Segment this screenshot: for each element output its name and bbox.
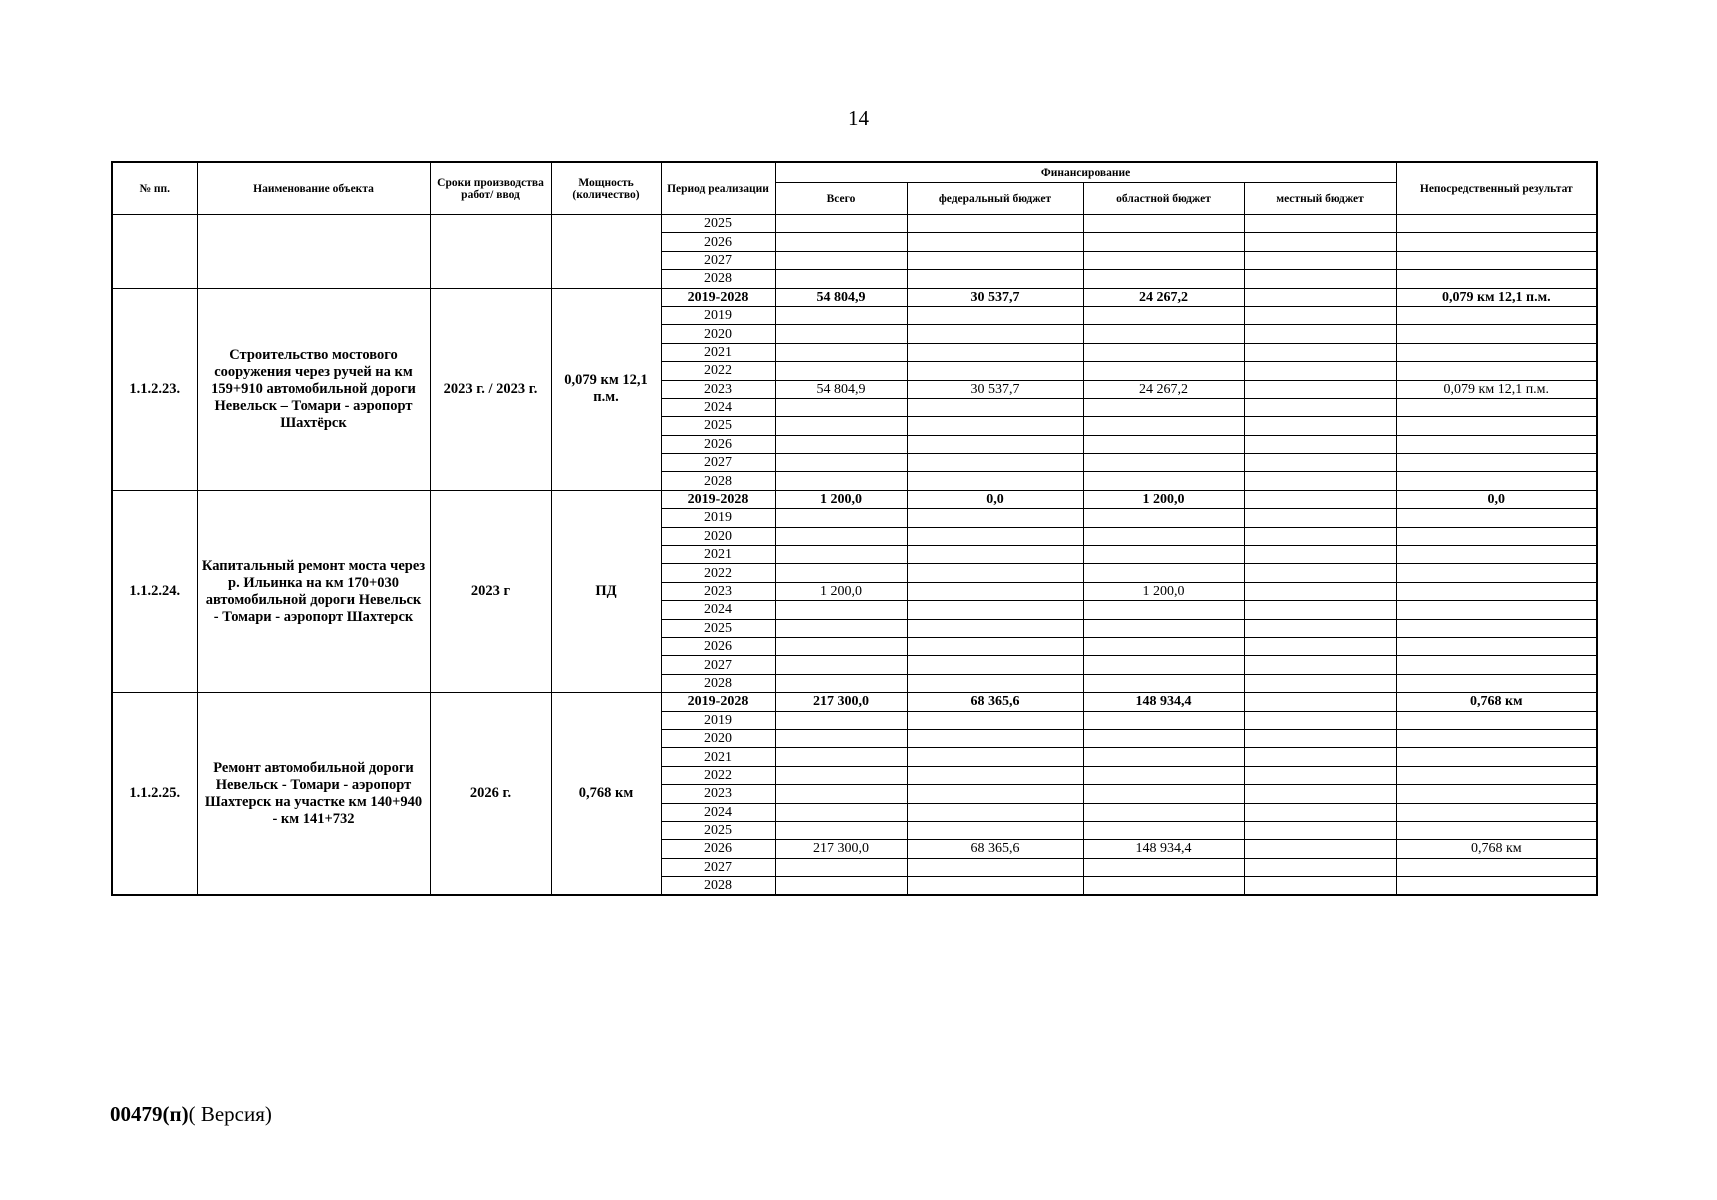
- result-cell: [1396, 582, 1597, 600]
- regional-cell: [1083, 454, 1244, 472]
- total-cell: [775, 858, 907, 876]
- regional-cell: [1083, 509, 1244, 527]
- local-cell: [1244, 582, 1396, 600]
- total-cell: [775, 803, 907, 821]
- total-cell: [775, 877, 907, 896]
- period-cell: 2022: [661, 564, 775, 582]
- result-cell: [1396, 637, 1597, 655]
- period-cell: 2026: [661, 435, 775, 453]
- regional-cell: [1083, 343, 1244, 361]
- local-cell: [1244, 343, 1396, 361]
- result-cell: [1396, 674, 1597, 692]
- federal-cell: [907, 546, 1083, 564]
- local-cell: [1244, 472, 1396, 490]
- total-cell: 217 300,0: [775, 693, 907, 711]
- local-cell: [1244, 288, 1396, 306]
- federal-cell: [907, 821, 1083, 839]
- federal-cell: [907, 785, 1083, 803]
- table-row: [112, 693, 1597, 711]
- total-cell: [775, 472, 907, 490]
- result-cell: [1396, 803, 1597, 821]
- object-terms-cell: 2023 г: [430, 490, 551, 692]
- result-cell: [1396, 601, 1597, 619]
- local-cell: [1244, 619, 1396, 637]
- local-cell: [1244, 766, 1396, 784]
- local-cell: [1244, 803, 1396, 821]
- period-cell: 2027: [661, 454, 775, 472]
- result-cell: [1396, 619, 1597, 637]
- period-cell: 2020: [661, 729, 775, 747]
- result-cell: [1396, 251, 1597, 269]
- regional-cell: [1083, 821, 1244, 839]
- result-cell: [1396, 472, 1597, 490]
- local-cell: [1244, 637, 1396, 655]
- federal-cell: [907, 472, 1083, 490]
- result-cell: [1396, 858, 1597, 876]
- header-terms: Сроки производства работ/ ввод: [430, 162, 551, 215]
- regional-cell: [1083, 674, 1244, 692]
- period-cell: 2019-2028: [661, 693, 775, 711]
- period-cell: 2027: [661, 251, 775, 269]
- result-cell: [1396, 306, 1597, 324]
- total-cell: [775, 729, 907, 747]
- object-terms-cell: 2023 г. / 2023 г.: [430, 288, 551, 490]
- total-cell: [775, 343, 907, 361]
- period-cell: 2026: [661, 840, 775, 858]
- period-cell: 2023: [661, 380, 775, 398]
- total-cell: [775, 362, 907, 380]
- result-cell: [1396, 215, 1597, 233]
- period-cell: 2020: [661, 527, 775, 545]
- result-cell: [1396, 527, 1597, 545]
- local-cell: [1244, 270, 1396, 288]
- header-financing: Финансирование: [775, 162, 1396, 183]
- local-cell: [1244, 325, 1396, 343]
- document-code: [110, 1102, 272, 1127]
- total-cell: [775, 766, 907, 784]
- local-cell: [1244, 821, 1396, 839]
- result-cell: [1396, 325, 1597, 343]
- regional-cell: [1083, 711, 1244, 729]
- regional-cell: [1083, 729, 1244, 747]
- federal-cell: [907, 270, 1083, 288]
- local-cell: [1244, 362, 1396, 380]
- regional-cell: 24 267,2: [1083, 380, 1244, 398]
- federal-cell: [907, 748, 1083, 766]
- total-cell: 217 300,0: [775, 840, 907, 858]
- federal-cell: 30 537,7: [907, 380, 1083, 398]
- federal-cell: [907, 656, 1083, 674]
- local-cell: [1244, 435, 1396, 453]
- table-header: [112, 162, 1597, 215]
- object-capacity-cell: 0,079 км 12,1 п.м.: [551, 288, 661, 490]
- federal-cell: 30 537,7: [907, 288, 1083, 306]
- result-cell: [1396, 362, 1597, 380]
- period-cell: 2023: [661, 785, 775, 803]
- federal-cell: [907, 325, 1083, 343]
- period-cell: 2025: [661, 215, 775, 233]
- header-local: местный бюджет: [1244, 183, 1396, 215]
- object-name-cell: Строительство мостового сооружения через ручей на км 159+910 автомобильной дороги Невельск – Томари - аэропорт Шахтёрск: [197, 288, 430, 490]
- local-cell: [1244, 674, 1396, 692]
- period-cell: 2019: [661, 306, 775, 324]
- result-cell: [1396, 509, 1597, 527]
- period-cell: 2019: [661, 509, 775, 527]
- result-cell: 0,0: [1396, 490, 1597, 508]
- federal-cell: [907, 306, 1083, 324]
- object-capacity-cell: [551, 215, 661, 289]
- local-cell: [1244, 564, 1396, 582]
- total-cell: [775, 546, 907, 564]
- result-cell: [1396, 877, 1597, 896]
- total-cell: [775, 233, 907, 251]
- result-cell: [1396, 435, 1597, 453]
- federal-cell: [907, 527, 1083, 545]
- result-cell: [1396, 564, 1597, 582]
- period-cell: 2019-2028: [661, 490, 775, 508]
- regional-cell: [1083, 233, 1244, 251]
- local-cell: [1244, 729, 1396, 747]
- federal-cell: [907, 766, 1083, 784]
- result-cell: [1396, 821, 1597, 839]
- local-cell: [1244, 840, 1396, 858]
- result-cell: [1396, 398, 1597, 416]
- period-cell: 2025: [661, 417, 775, 435]
- federal-cell: [907, 803, 1083, 821]
- header-name: Наименование объекта: [197, 162, 430, 215]
- period-cell: 2028: [661, 472, 775, 490]
- regional-cell: [1083, 251, 1244, 269]
- object-name-cell: Ремонт автомобильной дороги Невельск - Томари - аэропорт Шахтерск на участке км 140+940 - км 141+732: [197, 693, 430, 896]
- regional-cell: [1083, 306, 1244, 324]
- total-cell: [775, 306, 907, 324]
- local-cell: [1244, 398, 1396, 416]
- local-cell: [1244, 233, 1396, 251]
- total-cell: [775, 656, 907, 674]
- regional-cell: [1083, 435, 1244, 453]
- object-num-cell: 1.1.2.23.: [112, 288, 197, 490]
- page-number: 14: [848, 106, 869, 130]
- federal-cell: [907, 858, 1083, 876]
- header-num: № пп.: [112, 162, 197, 215]
- object-name-cell: Капитальный ремонт моста через р. Ильинка на км 170+030 автомобильной дороги Невельск - Томари - аэропорт Шахтерск: [197, 490, 430, 692]
- header-capacity: Мощность (количество): [551, 162, 661, 215]
- object-capacity-cell: ПД: [551, 490, 661, 692]
- result-cell: [1396, 343, 1597, 361]
- header-period: Период реализации: [661, 162, 775, 215]
- regional-cell: [1083, 417, 1244, 435]
- federal-cell: [907, 343, 1083, 361]
- period-cell: 2028: [661, 674, 775, 692]
- regional-cell: [1083, 877, 1244, 896]
- regional-cell: [1083, 637, 1244, 655]
- object-num-cell: [112, 215, 197, 289]
- period-cell: 2024: [661, 803, 775, 821]
- federal-cell: [907, 729, 1083, 747]
- regional-cell: 148 934,4: [1083, 840, 1244, 858]
- local-cell: [1244, 380, 1396, 398]
- local-cell: [1244, 454, 1396, 472]
- period-cell: 2022: [661, 362, 775, 380]
- local-cell: [1244, 656, 1396, 674]
- regional-cell: 1 200,0: [1083, 490, 1244, 508]
- federal-cell: [907, 509, 1083, 527]
- local-cell: [1244, 546, 1396, 564]
- federal-cell: 68 365,6: [907, 840, 1083, 858]
- period-cell: 2020: [661, 325, 775, 343]
- federal-cell: [907, 564, 1083, 582]
- total-cell: [775, 454, 907, 472]
- local-cell: [1244, 490, 1396, 508]
- regional-cell: [1083, 215, 1244, 233]
- period-cell: 2027: [661, 656, 775, 674]
- regional-cell: [1083, 803, 1244, 821]
- total-cell: [775, 564, 907, 582]
- total-cell: 54 804,9: [775, 380, 907, 398]
- period-cell: 2021: [661, 546, 775, 564]
- object-name-cell: [197, 215, 430, 289]
- period-cell: 2019: [661, 711, 775, 729]
- total-cell: [775, 325, 907, 343]
- result-cell: [1396, 766, 1597, 784]
- regional-cell: [1083, 362, 1244, 380]
- regional-cell: [1083, 325, 1244, 343]
- result-cell: [1396, 748, 1597, 766]
- federal-cell: 0,0: [907, 490, 1083, 508]
- federal-cell: [907, 619, 1083, 637]
- local-cell: [1244, 877, 1396, 896]
- result-cell: 0,079 км 12,1 п.м.: [1396, 288, 1597, 306]
- federal-cell: [907, 674, 1083, 692]
- local-cell: [1244, 711, 1396, 729]
- regional-cell: [1083, 564, 1244, 582]
- result-cell: [1396, 233, 1597, 251]
- local-cell: [1244, 251, 1396, 269]
- local-cell: [1244, 215, 1396, 233]
- regional-cell: [1083, 766, 1244, 784]
- total-cell: [775, 785, 907, 803]
- period-cell: 2027: [661, 858, 775, 876]
- object-terms-cell: 2026 г.: [430, 693, 551, 896]
- table-body: [112, 215, 1597, 896]
- result-cell: [1396, 711, 1597, 729]
- federal-cell: [907, 398, 1083, 416]
- regional-cell: [1083, 527, 1244, 545]
- regional-cell: [1083, 546, 1244, 564]
- total-cell: 1 200,0: [775, 582, 907, 600]
- period-cell: 2021: [661, 748, 775, 766]
- local-cell: [1244, 527, 1396, 545]
- regional-cell: [1083, 858, 1244, 876]
- local-cell: [1244, 693, 1396, 711]
- result-cell: [1396, 785, 1597, 803]
- period-cell: 2019-2028: [661, 288, 775, 306]
- local-cell: [1244, 601, 1396, 619]
- total-cell: [775, 251, 907, 269]
- object-capacity-cell: 0,768 км: [551, 693, 661, 896]
- result-cell: 0,768 км: [1396, 840, 1597, 858]
- total-cell: [775, 270, 907, 288]
- result-cell: [1396, 729, 1597, 747]
- regional-cell: [1083, 601, 1244, 619]
- federal-cell: [907, 637, 1083, 655]
- local-cell: [1244, 785, 1396, 803]
- regional-cell: [1083, 748, 1244, 766]
- regional-cell: [1083, 619, 1244, 637]
- result-cell: 0,079 км 12,1 п.м.: [1396, 380, 1597, 398]
- result-cell: [1396, 417, 1597, 435]
- federal-cell: [907, 435, 1083, 453]
- table-row: [112, 288, 1597, 306]
- header-result: Непосредственный результат: [1396, 162, 1597, 215]
- regional-cell: [1083, 398, 1244, 416]
- regional-cell: [1083, 270, 1244, 288]
- total-cell: [775, 674, 907, 692]
- regional-cell: 24 267,2: [1083, 288, 1244, 306]
- header-federal: федеральный бюджет: [907, 183, 1083, 215]
- total-cell: 1 200,0: [775, 490, 907, 508]
- local-cell: [1244, 858, 1396, 876]
- result-cell: [1396, 454, 1597, 472]
- period-cell: 2022: [661, 766, 775, 784]
- total-cell: 54 804,9: [775, 288, 907, 306]
- federal-cell: [907, 454, 1083, 472]
- period-cell: 2025: [661, 619, 775, 637]
- period-cell: 2026: [661, 637, 775, 655]
- local-cell: [1244, 748, 1396, 766]
- total-cell: [775, 821, 907, 839]
- result-cell: [1396, 270, 1597, 288]
- local-cell: [1244, 509, 1396, 527]
- result-cell: 0,768 км: [1396, 693, 1597, 711]
- period-cell: 2024: [661, 601, 775, 619]
- total-cell: [775, 601, 907, 619]
- total-cell: [775, 619, 907, 637]
- federal-cell: [907, 877, 1083, 896]
- federal-cell: [907, 417, 1083, 435]
- federal-cell: [907, 711, 1083, 729]
- document-code-number: 00479(п): [110, 1102, 189, 1126]
- object-terms-cell: [430, 215, 551, 289]
- program-table: [111, 161, 1598, 896]
- period-cell: 2024: [661, 398, 775, 416]
- regional-cell: [1083, 656, 1244, 674]
- header-regional: областной бюджет: [1083, 183, 1244, 215]
- regional-cell: 1 200,0: [1083, 582, 1244, 600]
- total-cell: [775, 637, 907, 655]
- federal-cell: [907, 233, 1083, 251]
- table-row: [112, 490, 1597, 508]
- result-cell: [1396, 546, 1597, 564]
- result-cell: [1396, 656, 1597, 674]
- total-cell: [775, 435, 907, 453]
- period-cell: 2021: [661, 343, 775, 361]
- local-cell: [1244, 306, 1396, 324]
- total-cell: [775, 417, 907, 435]
- table-row: [112, 215, 1597, 233]
- federal-cell: [907, 601, 1083, 619]
- federal-cell: [907, 362, 1083, 380]
- regional-cell: 148 934,4: [1083, 693, 1244, 711]
- period-cell: 2026: [661, 233, 775, 251]
- period-cell: 2023: [661, 582, 775, 600]
- total-cell: [775, 527, 907, 545]
- period-cell: 2028: [661, 270, 775, 288]
- local-cell: [1244, 417, 1396, 435]
- header-total: Всего: [775, 183, 907, 215]
- federal-cell: [907, 215, 1083, 233]
- period-cell: 2025: [661, 821, 775, 839]
- document-version: ( Версия): [188, 1102, 272, 1126]
- total-cell: [775, 711, 907, 729]
- federal-cell: 68 365,6: [907, 693, 1083, 711]
- period-cell: 2028: [661, 877, 775, 896]
- object-num-cell: 1.1.2.24.: [112, 490, 197, 692]
- regional-cell: [1083, 472, 1244, 490]
- total-cell: [775, 748, 907, 766]
- regional-cell: [1083, 785, 1244, 803]
- federal-cell: [907, 251, 1083, 269]
- total-cell: [775, 509, 907, 527]
- federal-cell: [907, 582, 1083, 600]
- total-cell: [775, 398, 907, 416]
- total-cell: [775, 215, 907, 233]
- object-num-cell: 1.1.2.25.: [112, 693, 197, 896]
